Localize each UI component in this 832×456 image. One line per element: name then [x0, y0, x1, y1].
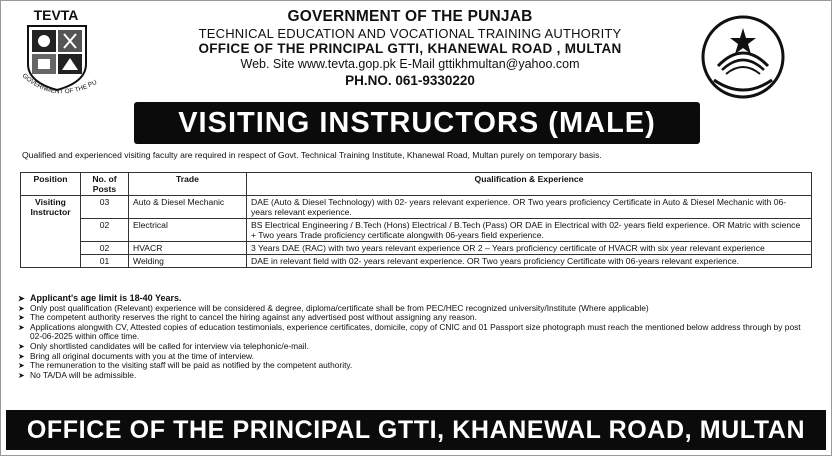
arrow-bullet-icon: ➤ — [18, 303, 25, 313]
col-header-trade: Trade — [129, 173, 247, 196]
notes-list — [18, 294, 814, 380]
list-item: ➤ Bring all original documents with you at the time of interview. — [18, 350, 254, 361]
list-item: ➤ The competent authority reserves the right to cancel the hiring against any advertised post without assigning any reason. — [18, 312, 477, 323]
posts-cell: 02 — [81, 219, 129, 242]
header-contact-web-email: Web. Site www.tevta.gop.pk E-Mail gttikhmultan@yahoo.com — [240, 57, 580, 71]
table-row — [21, 242, 812, 255]
list-item: ➤ Only post qualification (Relevant) experience will be considered & degree, diploma/certificate shall be from PEC/HEC recognized university/Institute (Where applicable) — [18, 302, 649, 313]
list-item: ➤ No TA/DA will be admissible. — [18, 369, 137, 380]
tevta-logo-text: TEVTA — [33, 7, 79, 23]
trade-cell: HVACR — [129, 242, 247, 255]
position-cell: Visiting Instructor — [21, 196, 81, 268]
tevta-logo-ring-text: GOVERNMENT OF THE PU — [20, 72, 99, 96]
table-row — [21, 255, 812, 268]
posts-cell: 02 — [81, 242, 129, 255]
trade-cell: Auto & Diesel Mechanic — [129, 196, 247, 219]
vacancy-table — [20, 172, 812, 268]
arrow-bullet-icon: ➤ — [18, 322, 25, 332]
qualification-cell: DAE (Auto & Diesel Technology) with 02- years relevant experience. OR Two years proficiency Certificate in Auto & Diesel Mechanic with 06-years relevant experience. — [247, 196, 812, 219]
title-banner: VISITING INSTRUCTORS (MALE) — [134, 102, 700, 144]
qualification-cell: DAE in relevant field with 02- years relevant experience. OR Two years proficiency Certificate with 06-years relevant experience. — [247, 255, 812, 268]
arrow-bullet-icon: ➤ — [18, 361, 25, 371]
list-item: ➤ The remuneration to the visiting staff will be paid as notified by the competent authority. — [18, 360, 353, 371]
col-header-qualification: Qualification & Experience — [247, 173, 812, 196]
header-government: GOVERNMENT OF THE PUNJAB — [287, 8, 533, 25]
qualification-cell: BS Electrical Engineering / B.Tech (Hons) Electrical / B.Tech (Pass) OR DAE in Electrical with 02- years field experience. OR Matric with science + Two years Trade proficiency certificate alongwith 06-years field experience. — [247, 219, 812, 242]
list-item: ➤ Applications alongwith CV, Attested copies of education testimonials, experience certificates, domicile, copy of CNIC and 01 Passport size photograph must reach the mentioned below address through by post 02-06-2025 within office time. — [18, 321, 801, 342]
header-office: OFFICE OF THE PRINCIPAL GTTI, KHANEWAL ROAD , MULTAN — [198, 41, 622, 56]
intro-text: Qualified and experienced visiting faculty are required in respect of Govt. Technical Training Institute, Khanewal Road, Multan purely on temporary basis. — [22, 150, 602, 160]
table-header-row — [21, 173, 812, 196]
arrow-bullet-icon: ➤ — [18, 351, 25, 361]
trade-cell: Electrical — [129, 219, 247, 242]
arrow-bullet-icon: ➤ — [18, 294, 25, 303]
list-item: ➤ Only shortlisted candidates will be called for interview via telephonic/e-mail. — [18, 340, 309, 351]
tevta-logo — [14, 6, 124, 100]
arrow-bullet-icon: ➤ — [18, 313, 25, 323]
posts-cell: 01 — [81, 255, 129, 268]
header-phone: PH.NO. 061-9330220 — [345, 73, 475, 88]
table-row — [21, 196, 812, 219]
table-row — [21, 219, 812, 242]
footer-banner: OFFICE OF THE PRINCIPAL GTTI, KHANEWAL ROAD, MULTAN — [6, 410, 826, 450]
header-authority: TECHNICAL EDUCATION AND VOCATIONAL TRAINING AUTHORITY — [198, 26, 622, 41]
qualification-cell: 3 Years DAE (RAC) with two years relevant experience OR 2 – Years proficiency certificate of HVACR with six year relevant experience — [247, 242, 812, 255]
punjab-emblem-icon — [700, 14, 786, 100]
col-header-position: Position — [21, 173, 81, 196]
trade-cell: Welding — [129, 255, 247, 268]
list-item: ➤ Applicant's age limit is 18-40 Years. — [18, 293, 182, 303]
arrow-bullet-icon: ➤ — [18, 341, 25, 351]
header-block — [130, 8, 690, 89]
arrow-bullet-icon: ➤ — [18, 370, 25, 380]
posts-cell: 03 — [81, 196, 129, 219]
col-header-posts: No. of Posts — [81, 173, 129, 196]
